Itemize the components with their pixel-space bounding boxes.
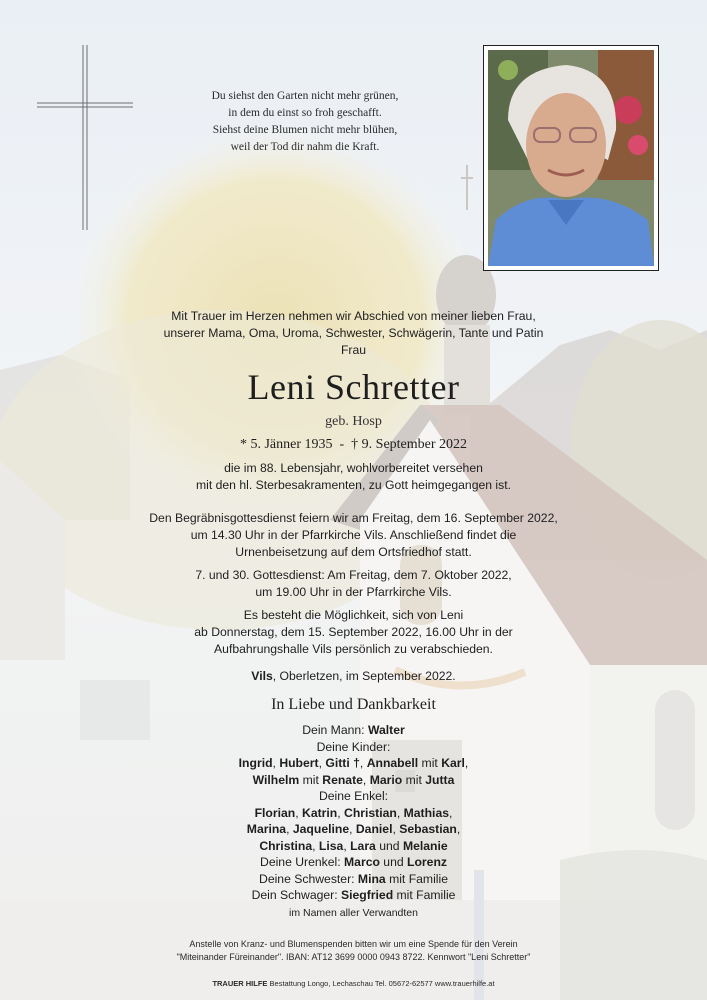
grandchild-name: Florian (254, 805, 296, 820)
farewell-line: Es besteht die Möglichkeit, sich von Leni (243, 608, 464, 622)
children-row-2 (0, 772, 707, 789)
grandchild-name: Christina (259, 838, 313, 853)
great-grandchildren-row (0, 854, 707, 871)
child-name: Jutta (425, 772, 455, 787)
name-separator: , (295, 805, 303, 820)
brother-name: Siegfried (340, 888, 394, 902)
grandchild-name: Daniel (355, 822, 393, 836)
name-separator: , (359, 756, 367, 770)
grandchildren-row-1 (0, 805, 707, 822)
name-separator: , (343, 838, 351, 853)
place-town: Vils (251, 669, 273, 683)
name-separator: , (337, 805, 345, 820)
name-separator: , (392, 822, 400, 836)
grandchild-name: Lara (350, 838, 376, 853)
poem-line: Du siehst den Garten nicht mehr grünen, (211, 90, 399, 102)
sister-suffix: mit Familie (385, 871, 448, 886)
donation-line: Anstelle von Kranz- und Blumenspenden bitten wir um eine Spende für den Verein (189, 939, 518, 949)
date-separator: - (339, 437, 345, 452)
poem-line: Siehst deine Blumen nicht mehr blühen, (212, 124, 398, 136)
name-separator: , (449, 805, 453, 820)
grandchild-name: Marina (246, 822, 287, 836)
intro-text (0, 308, 707, 359)
name-separator: , (318, 756, 326, 770)
child-name: Hubert (279, 756, 319, 770)
name-separator: , (362, 772, 370, 787)
name-separator: mit (418, 756, 442, 770)
grandchild-name: Katrin (302, 805, 338, 820)
cross-icon (37, 45, 133, 230)
grandchildren-row-2 (0, 821, 707, 838)
maiden-name: geb. Hosp (325, 414, 382, 429)
great-label: Deine Urenkel: (260, 855, 345, 869)
footer-brand: TRAUER HILFE (212, 979, 268, 988)
place-date (0, 668, 707, 685)
death-date: † 9. September 2022 (351, 437, 468, 452)
name-separator: , (272, 756, 280, 770)
intro-line: Mit Trauer im Herzen nehmen wir Abschied von meiner lieben Frau, (171, 309, 536, 323)
husband-name: Walter (367, 723, 405, 737)
intro-line: Frau (340, 343, 367, 357)
name-separator: , (456, 822, 461, 836)
place-rest: , Oberletzen, im September 2022. (272, 669, 456, 683)
brother-suffix: mit Familie (393, 888, 456, 902)
grandchild-name: Melanie (402, 838, 448, 853)
funeral-line: Urnenbeisetzung auf dem Ortsfriedhof statt. (235, 545, 472, 559)
family-list (0, 722, 707, 904)
name-separator: , (286, 822, 293, 836)
deceased-name: Leni Schretter (247, 367, 460, 407)
funeral-line: um 14.30 Uhr in der Pfarrkirche Vils. Anschließend findet die (190, 528, 517, 542)
age-line: die im 88. Lebensjahr, wohlvorbereitet versehen (224, 461, 483, 475)
farewell-line: Aufbahrungshalle Vils persönlich zu verabschieden. (214, 642, 493, 656)
name-separator: mit (402, 772, 426, 787)
footer (0, 979, 707, 989)
poem-line: in dem du einst so froh geschafft. (228, 107, 382, 119)
children-row-1 (0, 755, 707, 772)
portrait-image (488, 50, 654, 266)
footer-text: Bestattung Longo, Lechaschau Tel. 05672-62577 www.trauerhilfe.at (267, 979, 495, 988)
farewell-line: ab Donnerstag, dem 15. September 2022, 16.00 Uhr in der (194, 625, 513, 639)
birth-date: * 5. Jänner 1935 (239, 437, 333, 452)
name-separator: , (349, 822, 356, 836)
child-name: Wilhelm (252, 772, 300, 787)
mass-line: 7. und 30. Gottesdienst: Am Freitag, dem 7. Oktober 2022, (195, 568, 512, 582)
relatives-text: im Namen aller Verwandten (289, 907, 418, 919)
grandchildren-label: Deine Enkel: (318, 789, 389, 803)
life-dates (0, 436, 707, 454)
portrait-photo (483, 45, 659, 271)
husband-row (0, 722, 707, 739)
sister-row (0, 871, 707, 888)
husband-label: Dein Mann: (302, 723, 368, 737)
brother-label: Dein Schwager: (251, 888, 341, 902)
funeral-line: Den Begräbnisgottesdienst feiern wir am Freitag, dem 16. September 2022, (149, 511, 558, 525)
grandchildren-row-3 (0, 838, 707, 855)
donation-note (0, 938, 707, 964)
child-name: Karl (441, 756, 465, 770)
mass-line: um 19.00 Uhr in der Pfarrkirche Vils. (255, 585, 452, 599)
brother-in-law-row (0, 887, 707, 904)
age-text (0, 460, 707, 494)
name-separator: und (379, 855, 408, 869)
donation-line: "Miteinander Füreinander". IBAN: AT12 3699 0000 0943 8722. Kennwort "Leni Schretter" (176, 952, 531, 962)
name-separator: , (396, 805, 404, 820)
child-name: Mario (369, 772, 403, 787)
mass-text (0, 567, 707, 601)
child-name: Annabell (366, 756, 419, 770)
grandchild-name: Mathias (403, 805, 450, 820)
love-heading: In Liebe und Dankbarkeit (271, 696, 436, 713)
child-name: Renate (322, 772, 363, 787)
name-separator: und (375, 838, 403, 853)
child-name: Ingrid (238, 756, 273, 770)
grandchild-name: Jaqueline (292, 822, 350, 836)
intro-line: unserer Mama, Oma, Uroma, Schwester, Schwägerin, Tante und Patin (163, 326, 544, 340)
name-separator: mit (299, 772, 323, 787)
farewell-text (0, 607, 707, 658)
grandchild-name: Christian (344, 805, 397, 820)
children-label: Deine Kinder: (316, 739, 391, 754)
child-name: Gitti † (325, 756, 360, 770)
grandchild-name: Lisa (318, 838, 344, 853)
poem (170, 88, 440, 156)
sister-label: Deine Schwester: (259, 871, 358, 886)
sister-name: Mina (357, 871, 386, 886)
age-line: mit den hl. Sterbesakramenten, zu Gott heimgegangen ist. (195, 478, 512, 492)
poem-line: weil der Tod dir nahm die Kraft. (230, 141, 380, 153)
name-separator: , (464, 756, 469, 770)
great-grandchild-name: Marco (344, 855, 380, 869)
name-separator: , (312, 838, 319, 853)
great-grandchild-name: Lorenz (407, 855, 447, 869)
funeral-text (0, 510, 707, 561)
grandchild-name: Sebastian (399, 822, 457, 836)
